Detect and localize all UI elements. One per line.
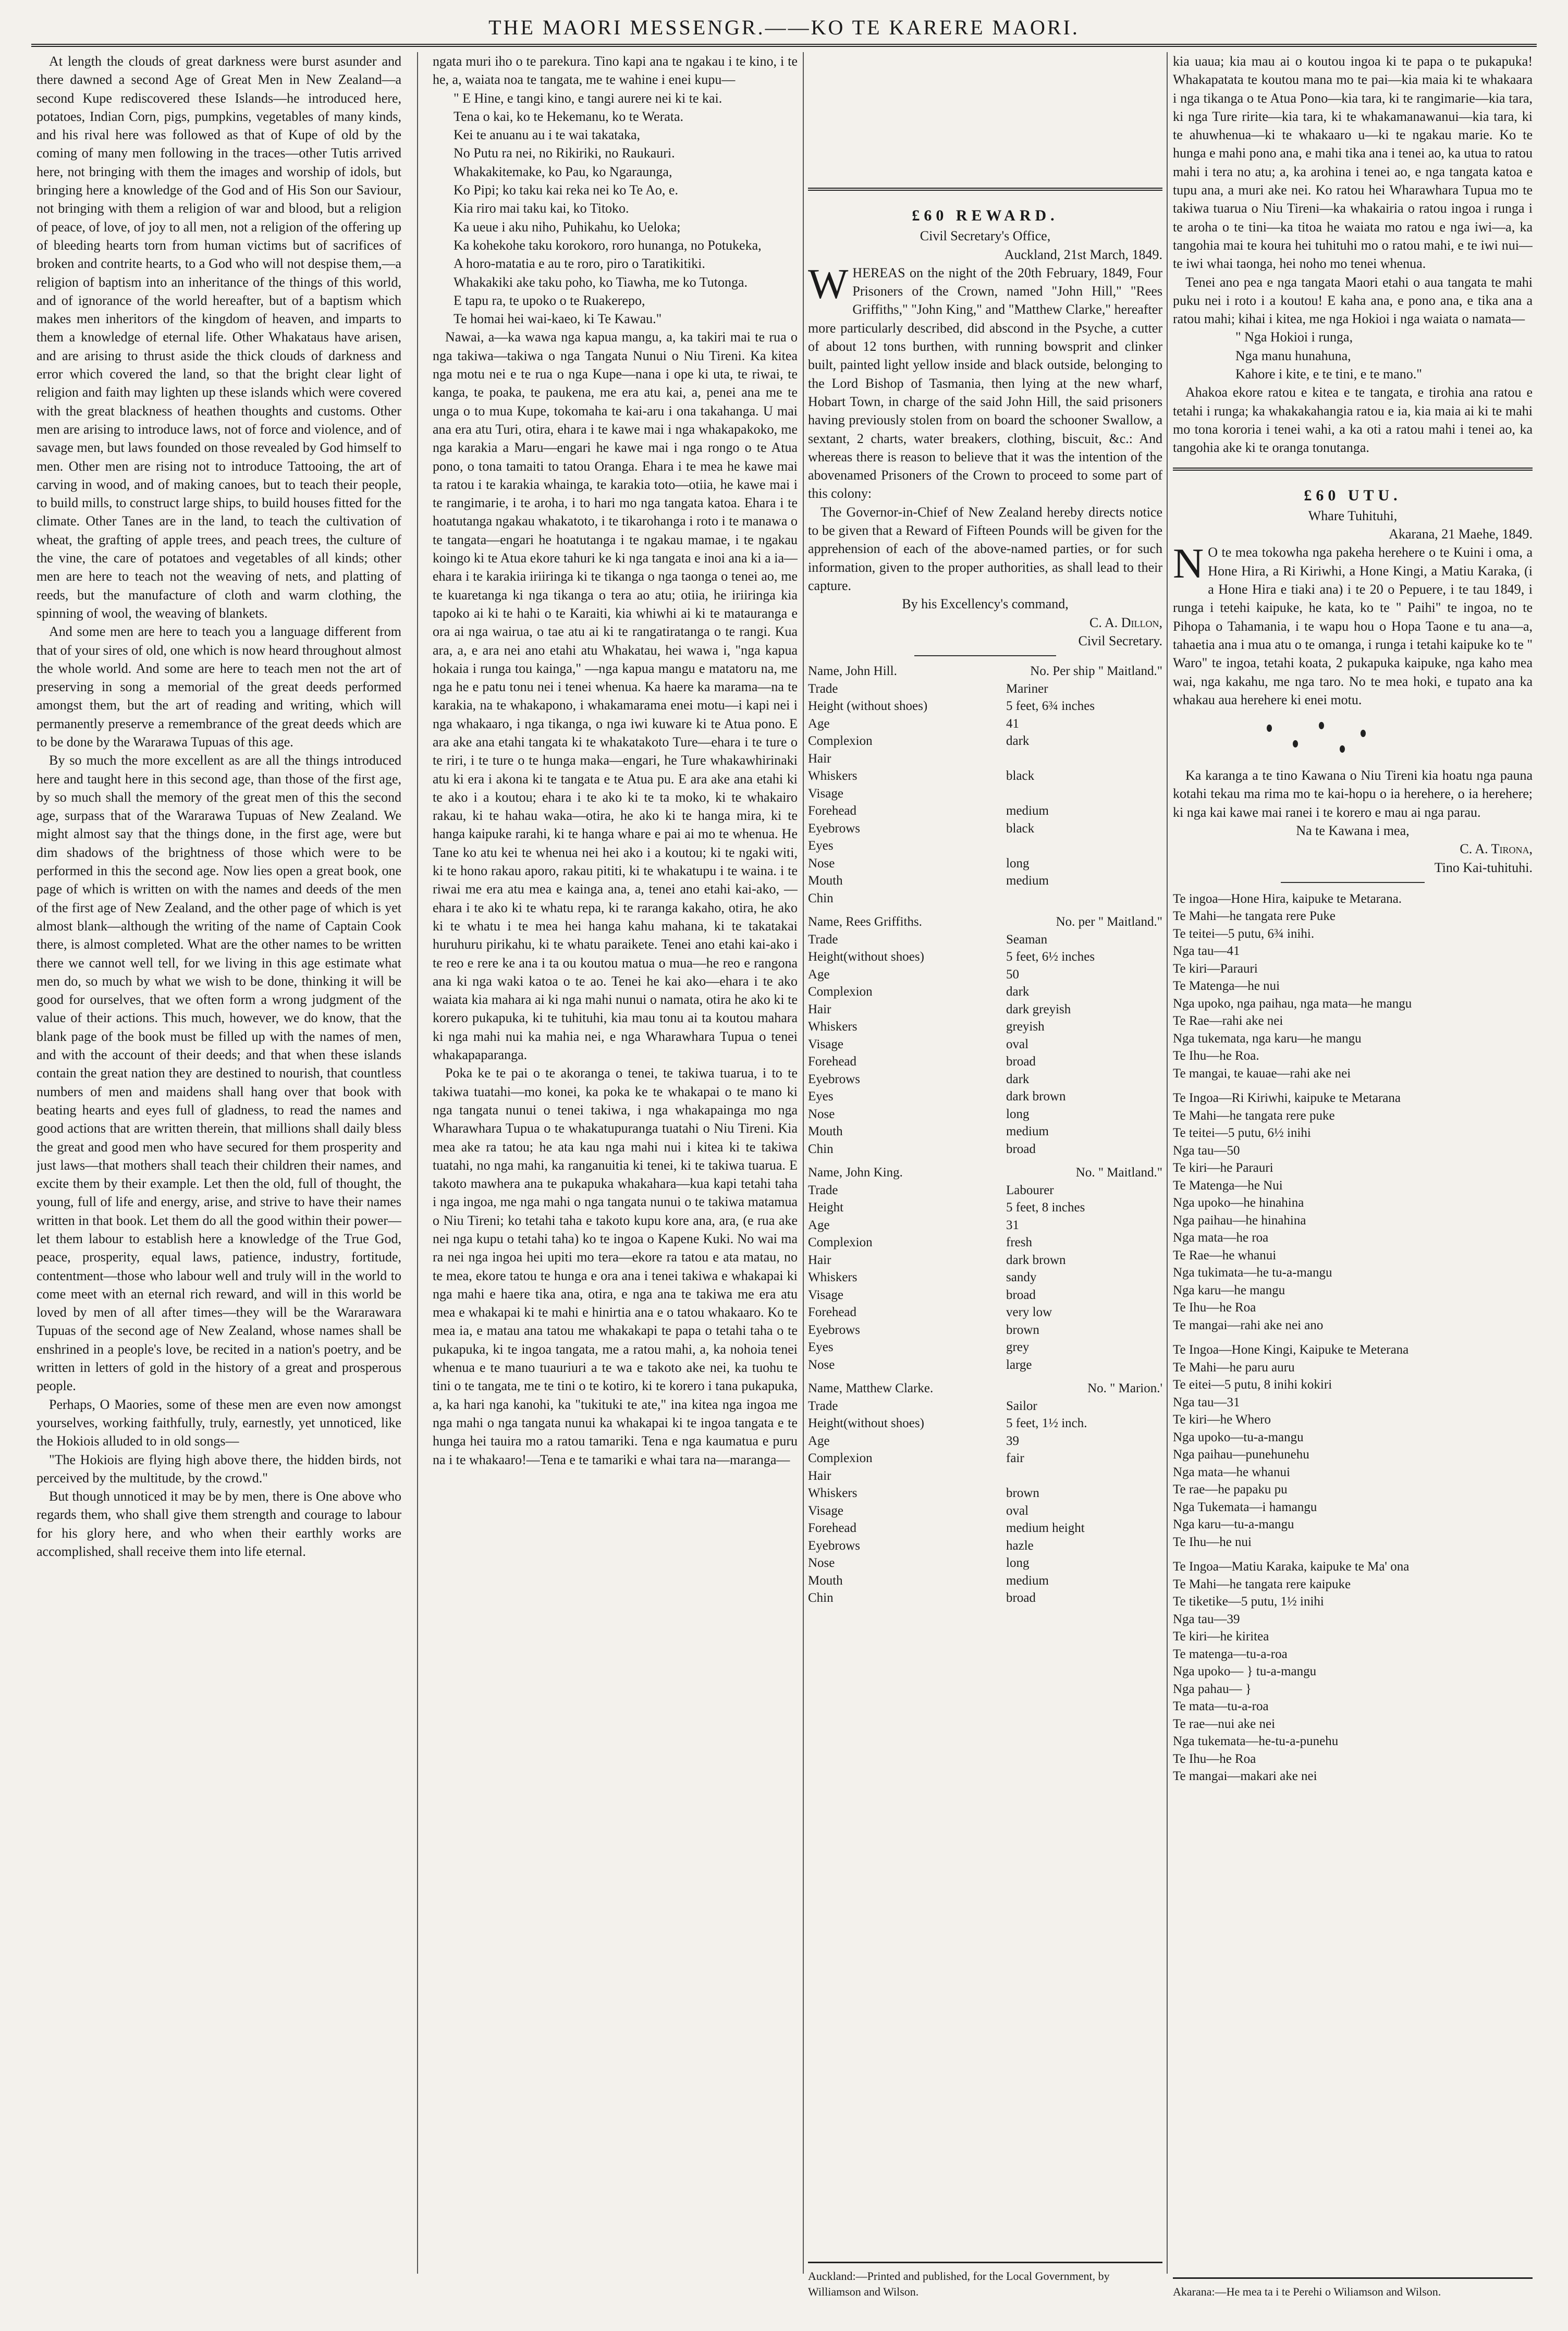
description-label: Eyebrows [808,821,860,836]
description-line: Te mangai, te kauae—rahi ake nei [1173,1066,1351,1081]
description-row [808,872,1162,890]
description-row [808,1217,1162,1234]
description-value: fresh [1006,1235,1032,1250]
description-value [1006,750,1162,768]
description-line: Nga pahau— } [1173,1682,1252,1696]
description-line: Nga tau—31 [1173,1395,1240,1409]
description-value: greyish [1006,1020,1045,1034]
divider [914,655,1056,656]
description-line: Te teitei—5 putu, 6½ inihi [1173,1126,1311,1140]
quote-hokiois: "The Hokiois are flying high above there, the hidden birds, not perceived by the multitude, by the crowd." [36,1452,401,1486]
description-line: Nga tau—50 [1173,1143,1240,1158]
poem-line: Whakakiki ake taku poho, ko Tiawha, me ko Tutonga. [454,274,748,290]
description-value [1006,785,1162,803]
description-line: Nga paihau—he hinahina [1173,1213,1306,1228]
description-line: Te mata—tu-a-roa [1173,1699,1269,1714]
command-line: Na te Kawana i mea, [1296,823,1410,838]
prisoner-name: Name, Rees Griffiths. [808,915,922,929]
description-label: Eyes [808,1340,834,1355]
column-rule [417,52,418,2274]
description-row [808,1321,1162,1339]
description-value: fair [1006,1451,1024,1466]
description-label: Mouth [808,1124,843,1139]
description-row [808,855,1162,873]
description-line: Te rae—nui ake nei [1173,1716,1276,1731]
description-line: Nga upoko—tu-a-mangu [1173,1430,1304,1444]
notice-body-2: The Governor-in-Chief of New Zealand hereby directs notice to be given that a Reward of Fifteen Pounds will be given for the apprehension of each of the above-named parties, or for such information, given to the proper authorities, as shall lead to their capture. [808,504,1162,593]
description-row [808,1071,1162,1088]
description-value: broad [1006,1591,1036,1605]
description-row [808,1485,1162,1502]
prisoner-ship: No. " Marion.' [1087,1381,1162,1396]
description-row [808,1356,1162,1374]
description-label: Visage [808,1503,843,1518]
description-line: Te Ihu—he Roa. [1173,1049,1259,1063]
description-value: oval [1006,1503,1029,1518]
prisoner-descriptions [808,663,1162,1607]
poem-line: Kahore i kite, e te tini, e te mano." [1235,366,1422,382]
description-label: Eyes [808,839,834,853]
description-row [808,890,1162,907]
description-line: Nga karu—tu-a-mangu [1173,1517,1294,1532]
notice-body-2: Ka karanga a te tino Kawana o Niu Tireni kia hoatu nga pauna kotahi tekau ma rima mo te kai-hopu o ia herehere, o ia herehere; ki nga kai kawe mai ranei i te korero e mau ai nga parau. [1173,768,1533,820]
description-line: Te ingoa—Hone Hira, kaipuke te Metarana. [1173,891,1402,906]
description-row [808,1234,1162,1252]
office-line: Whare Tuhituhi, [1308,508,1398,523]
description-label: Nose [808,1357,835,1372]
description-label: Hair [808,1002,831,1016]
description-value: medium [1006,1573,1049,1588]
description-row [808,767,1162,785]
description-row [808,1519,1162,1537]
description-row [808,1123,1162,1140]
description-label: Forehead [808,1305,857,1320]
description-row [808,1088,1162,1106]
description-label: Mouth [808,874,843,888]
description-line: Te Mahi—he tangata rere puke [1173,1108,1335,1123]
description-value [1006,837,1162,855]
description-row [808,1304,1162,1321]
imprint-maori [1173,2277,1533,2300]
poem-line: Te homai hei wai-kaeo, ki Te Kawau." [454,311,662,327]
description-line: Te Rae—he whanui [1173,1248,1277,1262]
reward-title: £60 REWARD. [912,207,1059,224]
description-line: Te matenga—tu-a-roa [1173,1647,1288,1661]
poem-line: Nga manu hunahuna, [1235,348,1351,363]
prisoner-ship: No. per " Maitland." [1056,915,1162,929]
description-label: Trade [808,932,838,947]
imprint-text: Auckland:—Printed and published, for the Local Government, by Williamson and Wilson. [808,2269,1110,2298]
description-value: 39 [1006,1433,1019,1448]
description-line: Te Mahi—he tangata rere Puke [1173,909,1336,924]
dateline: Akarana, 21 Maehe, 1849. [1389,526,1533,542]
description-value: 41 [1006,716,1019,731]
description-line: Nga upoko— } tu-a-mangu [1173,1664,1317,1679]
description-value: 5 feet, 6½ inches [1006,950,1095,964]
description-row [808,966,1162,984]
description-line: Te Matenga—he Nui [1173,1178,1283,1193]
description-row [808,1252,1162,1269]
description-line: Te Rae—rahi ake nei [1173,1014,1283,1028]
description-label: Eyes [808,1089,834,1104]
description-value: very low [1006,1305,1052,1320]
column-rule [1167,52,1168,2274]
description-value: large [1006,1357,1032,1372]
poem-line: Ka kohekohe taku korokoro, roro hunanga, no Potukeka, [454,237,762,253]
article-paragraph: By so much the more excellent as are all the things introduced here and taught here in this second age, than those of the first age, by so much shall the memory of the great men of this the second age, surpass that of the Wararawa Tupuas of New Zealand. We might almost say that the things done, in the first age, were but dim shadows of the brightness of those which were to be performed in this the second age. Now lies open a great book, one page of which is written on with the names and deeds of the men of the first age of New Zealand, and the other page of which is yet almost blank—although the writing of the name of Captain Cook there, is almost completed. What are the other names to be written there we cannot well tell, for we living in this age estimate what men do, so much by what we wish to be done, thinking it will be good for ourselves, that we often form a wrong judgment of the value of their actions. This much, however, we do know, that the blank page of the book must be filled up with the names of men, and with the account of their deeds; and that when these islands contain the great nation they are destined to nourish, that countless numbers of men and maidens shall hang over that book with beating hearts and eyes full of gladness, to read the names and good actions that are written therein, that millions shall daily bless the great and good men who have secured for them prosperity and just laws—that mothers shall teach their children their names, and excite them by their example. Let then the old, full of thought, the young, full of life and energy, arise, and strive to have their names written in that book. Let them do all the good within their power—let them labour to establish here a knowledge of the True God, peace, prosperity, equal laws, patience, industry, fortitude, contentment—those who labour well and truly will in the world to come meet with an eternal rich reward, and will in this world be loved by men of all after times—they will be the Wararawara Tupuas of the second age of New Zealand, whose names shall be enshrined in a people's love, be recited in a nation's poetry, and be written in letters of gold in the history of a great and prosperous people. [36,753,401,1394]
section-rule [1173,468,1533,476]
description-row [808,1589,1162,1607]
poem-line: " E Hine, e tangi kino, e tangi aurere nei ki te kai. [454,90,722,106]
description-label: Complexion [808,985,873,999]
notice-text: HEREAS on the night of the 20th February, 1849, Four Prisoners of the Crown, named "John Hill," "Rees Griffiths," "John King," and "Matthew Clarke," hereafter more particularly described, did abscond in the Psyche, a cutter of about 12 tons burthen, with running bowsprit and clinker built, painted light yellow inside and black outside, belonging to the Lord Bishop of Tasmania, then lying at the new wharf, Hobart Town, in charge of the said John Hill, the said prisoners having previously stolen from on board the schooner Swallow, a sextant, 2 charts, water breakers, clothing, biscuit, &c.: And whereas there is reason to believe that it was the intention of the abovenamed Prisoners of the Crown to proceed to some part of this colony: [808,265,1162,501]
description-row [808,820,1162,838]
description-line: Te Ingoa—Matiu Karaka, kaipuke te Ma' ona [1173,1560,1410,1574]
description-line: Nga Tukemata—i hamangu [1173,1500,1317,1514]
description-value: broad [1006,1054,1036,1069]
description-value: sandy [1006,1270,1037,1285]
description-value: dark brown [1006,1253,1066,1267]
description-label: Nose [808,1556,835,1571]
description-line: Te Mahi—he tangata rere kaipuke [1173,1577,1351,1591]
masthead-title: THE MAORI MESSENGR.——KO TE KARERE MAORI. [488,15,1080,39]
article-paragraph: Nawai, a—ka wawa nga kapua mangu, a, ka takiri mai te rua o nga takiwa—takiwa o nga Tangata Nunui o Niu Tireni. Ka kitea nga motu nei e te rua o nga Kupe—nana i ope ki uta, te riwai, te kanga, te poaka, te paukena, me era atu kai, a, penei ana me te unga o to mua Kupe, tokomaha te kai-aru i ona takahanga. U mai ana era atu Turi, otira, ehara i te kawe mai i nga whakapakoko, me nga karakia a Maru—engari he kawe mai i nga rongo o te Atua pono, o tona tamaiti to tatou Oranga. Ehara i te mea he kawe mai ta ratou i te karakia whainga, te karakia toto—otiia, he kawe mai i te rangimarie, i te aroha, i to hari mo nga tangata katoa. Ehara i te hoatutanga ngakau whakatoto, i te tikarohanga i roto i te manawa o te tangata—engari he hoatutanga i te ngakau mamae, i te ngakau koingo ki te Atua ekore tahuri ke ki nga tangata e inoi ana ki a ia—ehara i te karakia iriiringa ki te tikanga o nga taonga o tenei ao, me te kuaretanga ki nga tikanga o tera ao atu; otiia, he iriiringa kia tapoko ai ki te hahi o te Karaiti, kia whiwhi ai ki te matauranga e ora ai nga wairua, o tae atu ai ki te rangatiratanga o te rangi. Kua ara, a, e ara nei ano etahi atu Whakatau, hei wawa i, "nga kapua hokaia i runga tou kainga," —nga kapua mangu e matatoru na, me nga he e patu tonu nei i tenei whenua. Ka haere ka marama—na te karakia, na te whakapono, i whakamarama enei motu—i kapi nei i nga whakaaro, i nga tikanga, o nga iwi kuware ki te Atua pono. E ara ake ana etahi tangata ki te whakatakoto Ture—ehara i te ture o te riri, i te ture o te hunga maka—engari, he Ture whakawhirinaki atu ki era i akona ki te tangata e te Atua pu. E ara ake ana etahi ki te ako i a koutou; ehara i te ako ki te ta moko, ki te whakairo rakau, ki te hahau waka—otira, he ako ki te hanga mira, ki te hanga kaipuke rarahi, ki te hanga whare e pai ai mo te whenua. He Tane ko atu kei te whenua nei hei ako i a koutou; ki te ngaki witi, ki te hono rakau aporo, rakau pititi, ki te whakatupu i te waina. i te riwai me era atu mea e kainga ana, a, tenei ano etahi kai-ako, —ehara i te ako ki te whatu repa, ki te raranga kakaho, otira, he ako ki te whatu i te mea hei hanga kahu mahana, ki te takatakai huruhuru pirikahu, ki te whatu paraikete. Tenei ano etahi kai-ako i te reo e rere ke ana i ta ou koutou matua o mua—he reo e rangona ana ki nga waki katoa o te ao. Tenei he kai ako—ehara i te ako waiata kia mahara ai ki nga mahi nunui o namata, otira he ako ki te korero pukapuka, ki te tuhituhi, kia mau tonu ai ta koutou mahara ki nga mahi nui ka mahia nei, e nga Wharawhara Tupua o tenei whakapaparanga. [433,329,798,1063]
poem-line: Kei te anuanu au i te wai takataka, [454,127,641,143]
description-row [808,1001,1162,1019]
poem-line: Ko Pipi; ko taku kai reka nei ko Te Ao, e. [454,182,678,198]
imprint-english [808,2262,1162,2300]
description-line: Nga tau—41 [1173,944,1240,959]
drop-cap: W [808,260,849,308]
article-paragraph: Perhaps, O Maories, some of these men are even now amongst yourselves, working faithfully, truly, earnestly, yet unnoticed, like the Hokiois alluded to in old songs— [36,1396,401,1449]
description-label: Trade [808,1398,838,1413]
prisoner-name-row [808,1380,1162,1397]
description-value: oval [1006,1037,1029,1051]
description-line: Nga tau—39 [1173,1612,1240,1626]
poem-line: E tapu ra, te upoko o te Ruakerepo, [454,292,645,308]
description-value: 5 feet, 6¾ inches [1006,699,1095,714]
description-label: Complexion [808,734,873,749]
description-line: Te teitei—5 putu, 6¾ inihi. [1173,926,1315,941]
description-value: dark greyish [1006,1002,1071,1016]
prisoner-descriptions-maori [1173,890,1533,1785]
description-value: Seaman [1006,932,1048,947]
lament-poem [433,89,798,328]
description-value: medium height [1006,1521,1085,1536]
description-label: Age [808,1433,830,1448]
description-label: Age [808,716,830,731]
description-value: brown [1006,1486,1039,1501]
prisoner-name-row [808,663,1162,680]
description-label: Hair [808,1253,831,1267]
description-label: Eyebrows [808,1538,860,1553]
article-paragraph: Tenei ano pea e nga tangata Maori etahi o aua tangata te mahi puku nei i roto i a koutou! E kaha ana, e pono ana, e tika ana a ratou mahi; kihai i kitea, me nga Hokioi i nga waiata o namata— [1173,274,1533,327]
article-paragraph: But though unnoticed it may be by men, there is One above who regards them, who shall give them strength and courage to labour for his glory here, and who when their earthly works are accomplished, shall receive them into life eternal. [36,1489,401,1560]
description-line: Te kiri—he kiritea [1173,1629,1269,1644]
article-continuation: kia uaua; kia mau ai o koutou ingoa ki te papa o te pukapuka! Whakapatata te koutou mana mo te pai—kia maia ki te whakaara i nga tikanga o te Atua Pono—kia tara, ki te rangimarie—kia tara, ki nga Ture ririte—kia tara, ki te whakamanawanui—kia tara, ki te ahuwhenua—ki te whakaaro u—ki te ngakau marie. Ko te hunga e mahi pono ana, e mahi tika ana i tenei ao, ka utua to ratou mahi i tera no atu; a, ka arohina i tenei ao, e nga tangata katoa e tupu ana, a muri ake nei. Ko ratou hei Wharawhara Tupua mo te takiwa tuarua o Niu Tireni—ka whakairia o ratou ingoa i runga i te aroha o te tini—ka titoa he waiata mo ratou e nga iwi—a, ka tangohia mai te koura hei tuhituhi mo o ratou mahi, e te iwi nui—te iwi whai taonga, hei noho mo tenei whenua. [1173,54,1533,272]
description-value: medium [1006,804,1049,818]
description-value: dark [1006,1072,1030,1086]
imprint-text: Akarana:—He mea ta i te Perehi o Wiliamson and Wilson. [1173,2285,1441,2298]
description-row [808,1140,1162,1158]
description-line: Te kiri—he Parauri [1173,1161,1273,1175]
description-row [808,1182,1162,1199]
description-row [808,1502,1162,1520]
description-row [808,948,1162,966]
description-row [808,1537,1162,1555]
divider [1281,882,1425,883]
description-label: Chin [808,1591,834,1605]
description-label: Height(without shoes) [808,950,924,964]
office-line: Civil Secretary's Office, [920,228,1051,244]
prisoner-name: Name, Matthew Clarke. [808,1381,934,1396]
poem-line: Whakakitemake, ko Pau, ko Ngaraunga, [454,164,672,179]
description-row [808,750,1162,768]
description-row [808,1106,1162,1123]
description-value: brown [1006,1322,1039,1337]
description-value: 31 [1006,1218,1019,1232]
description-label: Visage [808,1287,843,1302]
description-value: black [1006,769,1035,783]
description-row [808,1554,1162,1572]
description-line: Te eitei—5 putu, 8 inihi kokiri [1173,1378,1332,1392]
description-value: medium [1006,874,1049,888]
description-row [808,715,1162,733]
poem-line: Ka ueue i aku niho, Puhikahu, ko Ueloka; [454,219,681,235]
prisoner-name: Name, John King. [808,1166,903,1180]
description-label: Complexion [808,1235,873,1250]
description-line: Te Mahi—he paru auru [1173,1360,1295,1375]
prisoner-ship: No. " Maitland." [1075,1166,1162,1180]
description-label: Mouth [808,1573,843,1588]
description-label: Nose [808,1107,835,1121]
description-value: long [1006,1107,1030,1121]
description-label: Height (without shoes) [808,699,928,714]
article-paragraph: At length the clouds of great darkness were burst asunder and there dawned a second Age of Great Men in New Zealand—a second Kupe rediscovered these Islands—he introduced here, potatoes, Indian Corn, pigs, pumpkins, vegetables of many kinds, and his rival here was followed as that of Kupe of old by the coming of many men following in the traces—other Tutis arrived here, not bringing with them the images and worship of idols, but bringing here a knowledge of the God and of His Son our Saviour, not bringing with them a religion of war and blood, but a religion of peace, of love, of joy to all men, not a religion of the offering up of bleeding hearts torn from human victims but of sacrifices of broken and contrite hearts, to a God who will not despise them,—a religion of baptism into an inheritance of the things of this world, and of ignorance of the world hereafter, but of a baptism which makes men inheritors of the kingdom of heaven, and imparts to them a knowledge of eternal life. Other Whakataus have arisen, and are arising to thrust aside the thick clouds of darkness and error which covered the land, so that the bright clear light of religion and faith may lighten up these islands which were covered with the great blackness of heathen thoughts and customs. Other men are arising to introduce laws, not of force and violence, and of savage men, but laws founded on those revealed by God himself to men. Other men are rising not to introduce Tattooing, the art of carving in wood, and of making canoes, but to teach their people, to build mills, to construct large ships, to build houses fitted for the climate. Other Tanes are in the land, to teach the cultivation of wheat, the grafting of apple trees, and peach trees, the culture of the vine, the care of potatoes and vegetables of all kinds; other men are here to teach not the weaving of nets, and platting of reeds, but the manufacture of cloth and warm clothing, the spinning of wool, the weaving of blankets. [36,54,401,621]
description-value: long [1006,1556,1030,1571]
description-line: Te Ihu—he nui [1173,1535,1252,1549]
description-label: Forehead [808,1054,857,1069]
poem-line: A horo-matatia e au te roro, piro o Taratikitiki. [454,256,705,272]
description-label: Visage [808,1037,843,1051]
description-value: Sailor [1006,1398,1037,1413]
poem-line: Kia riro mai taku kai, ko Titoko. [454,201,629,216]
poem-line: Tena o kai, ko te Hekemanu, ko te Werata. [454,108,684,124]
description-label: Hair [808,751,831,766]
description-row [808,1269,1162,1286]
prisoner-name-row [808,1164,1162,1182]
description-row [808,1018,1162,1036]
description-line: Te Ihu—he Roa [1173,1301,1256,1315]
description-value: black [1006,821,1035,836]
description-value: 5 feet, 8 inches [1006,1200,1085,1215]
description-line: Te rae—he papaku pu [1173,1482,1288,1497]
description-row [808,1432,1162,1450]
description-label: Trade [808,681,838,696]
description-label: Height [808,1200,844,1215]
description-label: Trade [808,1183,838,1197]
description-line: Nga upoko—he hinahina [1173,1196,1304,1210]
description-value: Mariner [1006,681,1048,696]
description-value: dark [1006,734,1030,749]
description-row [808,1199,1162,1217]
description-row [808,1397,1162,1415]
description-label: Eyebrows [808,1322,860,1337]
description-label: Visage [808,786,843,801]
description-value: broad [1006,1142,1036,1156]
column-top-space [808,52,1162,177]
poem-line: " Nga Hokioi i runga, [1235,329,1353,345]
description-row [808,1036,1162,1053]
article-intro: ngata muri iho o te parekura. Tino kapi ana te ngakau i te kino, i te he, a, waiata noa te tangata, me te wahine i enei kupu— [433,54,798,88]
description-label: Whiskers [808,1020,858,1034]
command-line: By his Excellency's command, [902,596,1069,612]
description-line: Te mangai—rahi ake nei ano [1173,1318,1324,1332]
hokioi-poem [1173,328,1533,383]
prisoner-name-row [808,913,1162,931]
description-label: Forehead [808,1521,857,1536]
article-paragraph: And some men are here to teach you a language different from that of your sires of old, one which is now heard throughout almost the whole world. And some are here to teach men not the art of preserving in song a memorial of the great deeds performed amongst them, but the art of reading and writing, which will permanently preserve a remembrance of the great deeds which are to be done by the Wararawa Tupuas of this age. [36,624,401,750]
description-value: dark brown [1006,1089,1066,1104]
description-row [808,1467,1162,1485]
description-label: Whiskers [808,1270,858,1285]
description-line: Nga paihau—punehunehu [1173,1447,1309,1462]
description-value [1006,890,1162,907]
description-value: 5 feet, 1½ inch. [1006,1416,1087,1431]
description-line: Nga tukemata, nga karu—he mangu [1173,1031,1362,1046]
description-value: dark [1006,985,1030,999]
description-label: Whiskers [808,769,858,783]
utu-title: £60 UTU. [1304,486,1402,504]
notice-body [808,260,1162,503]
description-value: 50 [1006,967,1019,982]
reward-notice-english [808,52,1162,2242]
description-line: Te Matenga—he nui [1173,979,1280,993]
description-value: grey [1006,1340,1030,1355]
description-row [808,931,1162,949]
description-label: Hair [808,1468,831,1483]
description-row [808,1572,1162,1590]
description-line: Te Ihu—he Roa [1173,1751,1256,1766]
column-rule [803,52,804,2274]
description-row [808,1450,1162,1467]
description-label: Eyebrows [808,1072,860,1086]
dateline: Auckland, 21st March, 1849. [1004,247,1162,262]
description-line: Te Ingoa—Ri Kiriwhi, kaipuke te Metarana [1173,1091,1401,1106]
description-value: broad [1006,1287,1036,1302]
description-line: Te kiri—he Whero [1173,1413,1271,1427]
description-row [808,1286,1162,1304]
signer-name: C. A. Tirona, [1460,841,1533,857]
description-line: Nga tukimata—he tu-a-mangu [1173,1266,1332,1280]
description-line: Te mangai—makari ake nei [1173,1769,1317,1784]
poem-line: No Putu ra nei, no Rikiriki, no Raukauri. [454,145,675,161]
notice-body [1173,539,1533,709]
description-label: Chin [808,1142,834,1156]
description-label: Age [808,967,830,982]
description-value: Labourer [1006,1183,1054,1197]
description-row [808,680,1162,698]
description-line: Nga karu—he mangu [1173,1283,1285,1297]
description-label: Nose [808,856,835,870]
description-row [808,732,1162,750]
description-line: Te tiketike—5 putu, 1½ inihi [1173,1594,1324,1609]
ink-blot-marks [1173,714,1533,761]
notice-text: O te mea tokowha nga pakeha herehere o te Kuini i oma, a Hone Hira, a Ri Kiriwhi, a Hone Kingi, a Matiu Karaka, (i a Hone Hira e tiaki ana) i te 20 o Pepuere, i te tau 1849, i runga i tetehi kaipuke, he kata, ko te " Paihi" te ingoa, no te Pihopa o Tahamania, i te wapu hou o Hopa Taone e tu ana—a, tahaetia ana i mua atu o te omanga, i runga i tetahi kaipuke ko te " Waro" te ingoa, tetahi koata, 2 pukapuka kaipuke, nga kaho mea wai, nga kakahu, me nga taro. No te mea hoki, e tupato ana ka whakau aua herehere ki enei motu. [1173,545,1533,707]
description-label: Forehead [808,804,857,818]
description-value [1006,1467,1162,1485]
maori-article-column [433,52,798,2242]
english-article-column [36,52,401,2242]
description-row [808,1053,1162,1071]
description-line: Nga upoko, nga paihau, nga mata—he mangu [1173,996,1412,1011]
description-row [808,697,1162,715]
article-paragraph: Ahakoa ekore ratou e kitea e te tangata, e tirohia ana ratou e tetahi i runga; ka whakakahangia ratou e ia, kia maia ai ki te mahi mo tona kororia i tenei wahi, a ka oti a ratou mahi i tenei ao, ka tangohia ake ki te oranga tonutanga. [1173,385,1533,456]
description-value: long [1006,856,1030,870]
description-value: medium [1006,1124,1049,1139]
section-rule [808,188,1162,196]
description-row [808,1339,1162,1356]
signer-name: C. A. Dillon, [1089,615,1162,630]
description-row [808,802,1162,820]
description-row [808,983,1162,1001]
description-value: hazle [1006,1538,1034,1553]
description-label: Whiskers [808,1486,858,1501]
description-label: Age [808,1218,830,1232]
signer-title: Tino Kai-tuhituhi. [1434,860,1533,875]
masthead [31,10,1537,47]
description-line: Te kiri—Parauri [1173,961,1258,976]
reward-notice-maori [1173,52,1533,2242]
description-label: Complexion [808,1451,873,1466]
drop-cap: N [1173,539,1204,587]
description-line: Te Ingoa—Hone Kingi, Kaipuke te Meterana [1173,1343,1409,1357]
description-line: Nga tukemata—he-tu-a-punehu [1173,1734,1339,1749]
article-paragraph: Poka ke te pai o te akoranga o tenei, te takiwa tuarua, i to te takiwa tuatahi—mo konei, ka poka ke te whakapai o te mano ki nga tangata nunui o tenei takiwa, i nga whakapainga mo nga Wharawhara Tupua o te whakatupuranga tuatahi o Niu Tireni. Kia mea ake ra tatou; he ata kau nga mahi nui i kitea ki te takiwa tuatahi, no nga mahi, ka ranganuitia ki tenei, ki te takiwa tuarua. E takoto mawhera ana te pukapuka whakahara—kua kapi tetahi taha i nga ingoa, me nga mahi o nga tangata nunui o te takiwa matamua o Niu Tireni; ko tetahi taha e takoto kupu kore ana, ara, (e rua ake nei nga kupu o tetahi taha) ko te ingoa o Kapene Kuki. No wai ma ra nei nga ingoa hei upiti mo tera—ekore ra tatou e ata matau, no te mea, ekore tatou te hunga e ora ana i tenei takiwa e whakapai ki nga mahi e haere tika ana, otira, e nga ana te takiwa me era atu mea e whakapai ki te mahi e hinirtia ana e o tatou whakaaro. Ko te mea ia, e matau ana tatou me whakakapi te papa o tetahi taha o te pukapuka, ki te ingoa tangata, me a ratou mahi, a, ka nohoia tenei whenua e te mano tuauriuri a te wa e takoto ake nei, ka tuohu te tini o te tangata, me te tini o te kotiro, ki te korero i tana pukapuka, a, ka hari nga kanohi, ka "tukituki te ate," ina kitea nga ingoa me nga mahi o nga tangata nunui ka whakapai ki te ingoa tangata e te hunga hei tauira mo a ratou tamariki. Tena e nga kaumatua e puru na i te whakaaro!—Tena e te tamariki e whai tara na—maranga— [433,1065,798,1467]
prisoner-ship: No. Per ship " Maitland." [1030,664,1162,679]
description-row [808,785,1162,803]
description-label: Height(without shoes) [808,1416,924,1431]
prisoner-name: Name, John Hill. [808,664,897,679]
description-row [808,1415,1162,1432]
description-line: Nga mata—he roa [1173,1231,1269,1245]
signer-title: Civil Secretary. [1078,633,1162,648]
description-label: Chin [808,891,834,905]
description-row [808,837,1162,855]
description-line: Nga mata—he whanui [1173,1465,1290,1479]
